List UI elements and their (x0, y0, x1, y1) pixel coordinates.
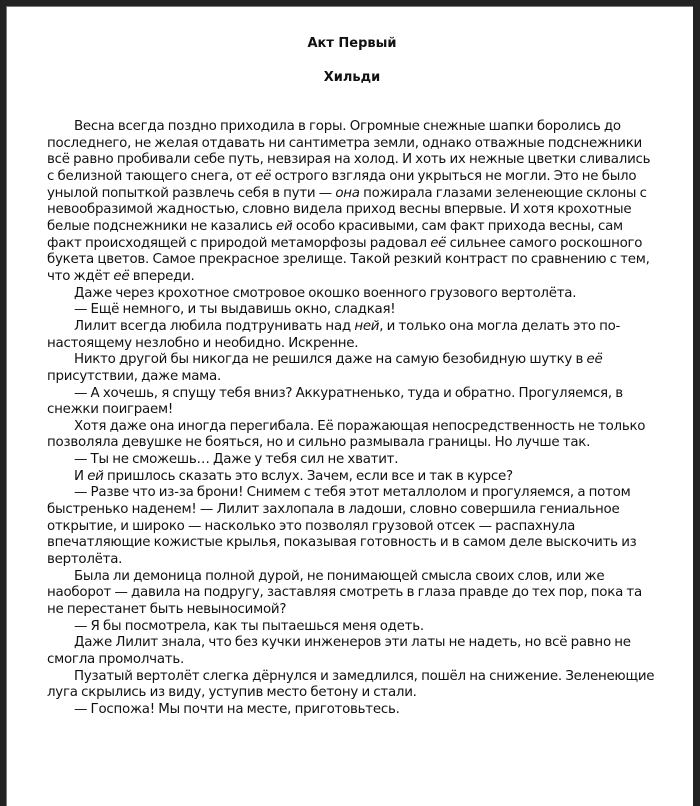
paragraph (47, 319, 659, 352)
emphasized-text: ей (87, 468, 104, 484)
text-run: Даже Лилит знала, что без кучки инженеров эти латы не надеть, но всё равно не смогла промолчать. (47, 635, 631, 667)
paragraph (47, 635, 659, 668)
text-run: впереди. (129, 268, 195, 284)
text-run: Пузатый вертолёт слегка дёрнулся и замедлился, пошёл на снижение. Зеленеющие луга скрылись из виду, уступив место бетону и стали. (47, 668, 655, 701)
text-run: — Я бы посмотрела, как ты пытаешься меня одеть. (74, 618, 424, 634)
paragraph (47, 386, 659, 419)
text-run: пожирала глазами зеленеющие склоны с невообразимой жадностью, словно видела приход весны впервые. И хотя крохотные белые подснежники не казались (47, 185, 647, 234)
paragraph (47, 569, 659, 619)
emphasized-text: она (335, 185, 360, 201)
text-run: — А хочешь, я спущу тебя вниз? Аккуратненько, туда и обратно. Прогуляемся, в снежки поиграем! (47, 385, 623, 418)
emphasized-text: её (113, 268, 130, 284)
text-run: острого взгляда они укрыться не могли. Это не было унылой попыткой развлечь себя в пути — (47, 168, 637, 201)
text-run: Весна всегда поздно приходила в горы. Огромные снежные шапки боролись до последнего, не желая отдавать ни сантиметра земли, однако отважные подснежники всё равно пробивали себе путь, невзирая на холод. И хоть их нежные цветки сливались с белизной тающего снега, от (47, 119, 651, 184)
emphasized-text: её (430, 235, 447, 251)
emphasized-text: ей (276, 218, 293, 234)
paragraph (47, 619, 659, 636)
act-title: Акт Первый (307, 36, 397, 51)
emphasized-text: её (586, 352, 603, 368)
text-run: присутствии, даже мама. (47, 368, 221, 384)
text-run: сильнее самого роскошного букета цветов. Самое прекрасное зрелище. Такой резкий контраст по сравнению с тем, что ждёт (47, 235, 650, 284)
text-run: — Ещё немного, и ты выдавишь окно, сладкая! (74, 302, 396, 318)
paragraph (47, 485, 659, 568)
paragraph (47, 669, 659, 702)
text-run: — Госпожа! Мы почти на месте, приготовьтесь. (74, 701, 400, 717)
text-run: Была ли демоница полной дурой, не понимающей смысла своих слов, или же наоборот — давила на подругу, заставляя смотреть в глаза правде до тех пор, пока та не перестанет быть невыносимой? (47, 568, 642, 618)
text-run: Никто другой бы никогда не решился даже на самую безобидную шутку в (74, 352, 587, 368)
text-run: И (74, 468, 88, 484)
paragraph (47, 119, 659, 286)
chapter-body (47, 119, 659, 719)
text-run: , и только она могла делать это по-настоящему незлобно и необидно. Искренне. (47, 318, 621, 351)
chapter-title: Хильди (323, 70, 381, 85)
paragraph (47, 452, 659, 469)
paragraph (47, 702, 659, 719)
text-run: Лилит всегда любила подтрунивать над (74, 318, 355, 334)
text-run: Хотя даже она иногда перегибала. Её поражающая непосредственность не только позволяла девушке не бояться, но и сильно размывала границы. Но лучше так. (47, 418, 646, 451)
text-run: особо красивыми, сам факт прихода весны, сам факт происходящей с природой метаморфозы радовал (47, 218, 623, 251)
text-run: — Разве что из-за брони! Снимем с тебя этот металлолом и прогуляемся, а потом быстренько наденем! — Лилит захлопала в ладоши, словно совершила гениальное открытие, и широко — насколько это позволял грузовой отсек — распахнула впечатляющие кожистые крылья, показывая готовность и в самом деле выскочить из вертолёта. (47, 485, 637, 568)
paragraph (47, 352, 659, 385)
text-run: — Ты не сможешь… Даже у тебя сил не хватит. (74, 452, 399, 468)
emphasized-text: ней (354, 318, 380, 334)
emphasized-text: её (255, 168, 272, 184)
text-run: Даже через крохотное смотровое окошко военного грузового вертолёта. (74, 285, 577, 301)
document-page (6, 6, 693, 806)
paragraph (47, 286, 659, 303)
paragraph (47, 302, 659, 319)
text-run: пришлось сказать это вслух. Зачем, если все и так в курсе? (103, 468, 513, 484)
paragraph (47, 469, 659, 486)
paragraph (47, 419, 659, 452)
